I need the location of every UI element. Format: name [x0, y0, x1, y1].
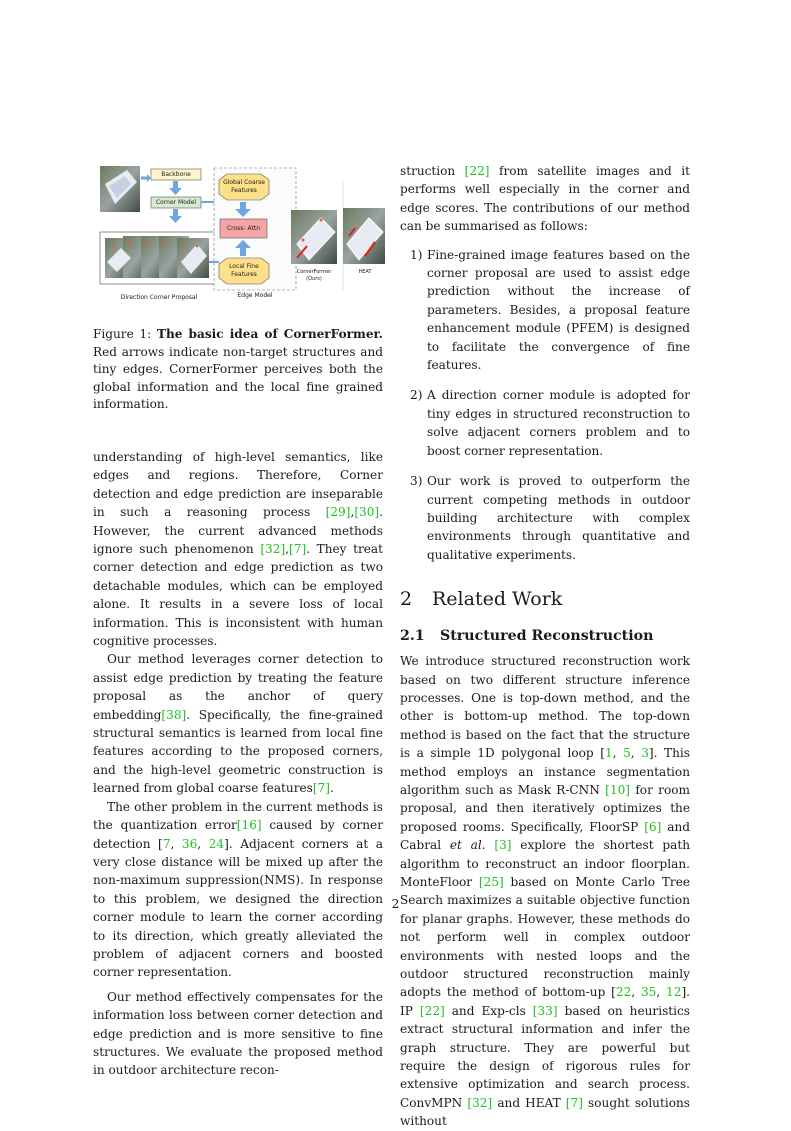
- citation[interactable]: [6]: [644, 819, 662, 834]
- paragraph-1: understanding of high-level semantics, like edges and regions. Therefore, Corner detection and edge prediction are inseparable in such a reasoning process [29],[30]. However, the current advanced methods ignore such phenomenon [32],[7]. They treat corner detection and edge prediction as two detachable modules, which can be employed alone. It results in a severe loss of local information. This is inconsistent with human cognitive processes.: [93, 449, 384, 649]
- section-heading: 2 Related Work: [400, 588, 563, 611]
- citation[interactable]: 22: [615, 985, 632, 1000]
- citation[interactable]: [32]: [467, 1095, 493, 1110]
- figure-1: [93, 162, 385, 310]
- corner-model-label: Corner Model: [155, 199, 197, 206]
- citation[interactable]: [33]: [532, 1003, 558, 1018]
- citation[interactable]: [7]: [565, 1095, 583, 1110]
- citation[interactable]: [10]: [605, 782, 630, 797]
- paragraph-2: Our method leverages corner detection to assist edge prediction by treating the feature proposal as the anchor of query embedding[38]. Specifically, the fine-grained structural semantics is learned from local fine features according to the proposed corners, and the high-level geometric construction is learned from global coarse features[7].: [93, 652, 383, 796]
- direction-corner-proposal-stack: [100, 232, 218, 284]
- contributions-list: [400, 246, 690, 565]
- citation[interactable]: [25]: [478, 875, 504, 889]
- figure-caption: [93, 326, 383, 414]
- citation[interactable]: [22]: [419, 1003, 445, 1018]
- paragraph-4: Our method effectively compensates for the information loss between corner detection and edge prediction and is more sensitive to fine structures. We evaluate the proposed method in outdoor architecture recon-: [93, 989, 383, 1078]
- heat-result-image: [343, 208, 385, 264]
- caption-body: Red arrows indicate non-target structures and tiny edges. CornerFormer perceives both the global information and the local fine grained information.: [93, 344, 383, 412]
- left-column: [93, 326, 383, 1080]
- citation[interactable]: [29]: [325, 505, 351, 520]
- citation[interactable]: 35: [640, 985, 657, 1000]
- list-item: 2) A direction corner module is adopted for tiny edges in structured reconstruction to solve adjacent corners problem and to boost corner representation.: [410, 388, 690, 458]
- citation[interactable]: [7]: [312, 781, 330, 796]
- edge-model-label: Edge Model: [237, 291, 273, 299]
- citation[interactable]: [30]: [354, 505, 380, 520]
- citation[interactable]: 36: [181, 836, 198, 851]
- citation[interactable]: 12: [666, 985, 682, 1000]
- citation[interactable]: [38]: [161, 707, 187, 722]
- citation[interactable]: [32]: [260, 542, 286, 556]
- citation[interactable]: 7: [162, 836, 171, 851]
- subsection-heading: 2.1 Structured Reconstruction: [400, 628, 654, 645]
- citation[interactable]: 24: [208, 836, 225, 851]
- caption-title: The basic idea of CornerFormer.: [156, 327, 384, 341]
- citation[interactable]: [3]: [494, 838, 512, 853]
- direction-corner-proposal-label: Direction Corner Proposal: [120, 293, 198, 301]
- cornerformer-result-image: [291, 210, 337, 264]
- backbone-label: Backbone: [161, 171, 191, 178]
- citation[interactable]: 5: [623, 746, 631, 761]
- citation[interactable]: 3: [641, 746, 649, 761]
- global-coarse-features-label: Global Coarse Features: [223, 179, 265, 194]
- local-fine-features-label: Local Fine Features: [229, 263, 259, 278]
- ours-label: (Ours): [306, 276, 322, 282]
- list-item: 1) Fine-grained image features based on the corner proposal are used to assist edge prediction without the increase of parameters. Besides, a proposal feature enhancement module (PFEM) is designed to facilitate the convergence of fine features.: [410, 247, 690, 373]
- list-item: 3) Our work is proved to outperform the current competing methods in outdoor building architecture with complex environments through quantitative and qualitative experiments.: [410, 474, 690, 562]
- citation[interactable]: [16]: [236, 818, 262, 833]
- citation[interactable]: [7]: [289, 542, 307, 556]
- cornerformer-label: CornerFormer: [296, 269, 332, 275]
- contributions-intro: struction [22] from satellite images and it performs well especially in the corner and edge scores. The contributions of our method can be summarised as follows:: [400, 164, 690, 234]
- heat-label: HEAT: [358, 269, 372, 275]
- citation[interactable]: [22]: [464, 164, 490, 178]
- page-number: 2: [391, 897, 400, 911]
- right-column: [400, 162, 690, 1131]
- related-work-paragraph: We introduce structured reconstruction work based on two different structure inference processes. One is top-down method, and the other is bottom-up method. The top-down method is based on the fact that the structure is a simple 1D polygonal loop [1, 5, 3]. This method employs an instance segmentation algorithm such as Mask R-CNN [10] for room proposal, and then iteratively optimizes the proposed rooms. Specifically, FloorSP [6] and Cabral et al. [3] explore the shortest path algorithm to reconstruct an indoor floorplan. MonteFloor [25] based on Monte Carlo Tree Search maximizes a suitable objective function for planar graphs. However, these methods do not perform well in complex outdoor environments with nested loops and the outdoor structured reconstruction mainly adopts the method of bottom-up [22, 35, 12]. IP [22] and Exp-cls [33] based on heuristics extract structural information and infer the graph structure. They are powerful but require the design of rigorous rules for extensive optimization and search process. ConvMPN [32] and HEAT [7] sought solutions without: [400, 654, 691, 1129]
- paragraph-3: The other problem in the current methods is the quantization error[16] caused by corner detection [7, 36, 24]. Adjacent corners at a very close distance will be mixed up after the non-maximum suppression(NMS). In response to this problem, we designed the direction corner module to learn the corner according to its direction, which greatly alleviated the problem of adjacent corners and boosted corner representation.: [93, 799, 383, 980]
- input-satellite-image: [100, 166, 140, 212]
- citation[interactable]: 1: [604, 746, 613, 761]
- cross-attn-label: Cross- Attn: [226, 225, 261, 232]
- caption-prefix: Figure 1:: [93, 327, 157, 341]
